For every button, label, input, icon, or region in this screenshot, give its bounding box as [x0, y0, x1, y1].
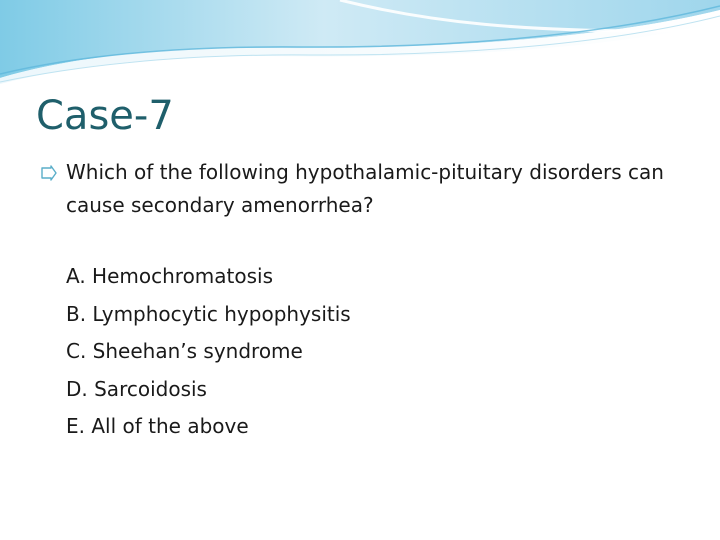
slide-content [40, 156, 680, 446]
answer-option-d: D. Sarcoidosis [66, 376, 207, 401]
answer-option-c: C. Sheehan’s syndrome [66, 339, 303, 363]
answer-option-b: B. Lymphocytic hypophysitis [66, 301, 351, 326]
question-paragraph [40, 156, 680, 222]
question-text: Which of the following hypothalamic-pituitary disorders can cause secondary amenorrhea? [66, 160, 664, 217]
top-wave-decoration [0, 0, 720, 90]
answer-option-e: E. All of the above [66, 414, 249, 438]
answer-options-list [40, 258, 680, 446]
slide-title: Case-7 [36, 93, 174, 139]
hollow-arrow-bullet-icon [40, 165, 58, 181]
answer-option-a: A. Hemochromatosis [66, 264, 274, 288]
